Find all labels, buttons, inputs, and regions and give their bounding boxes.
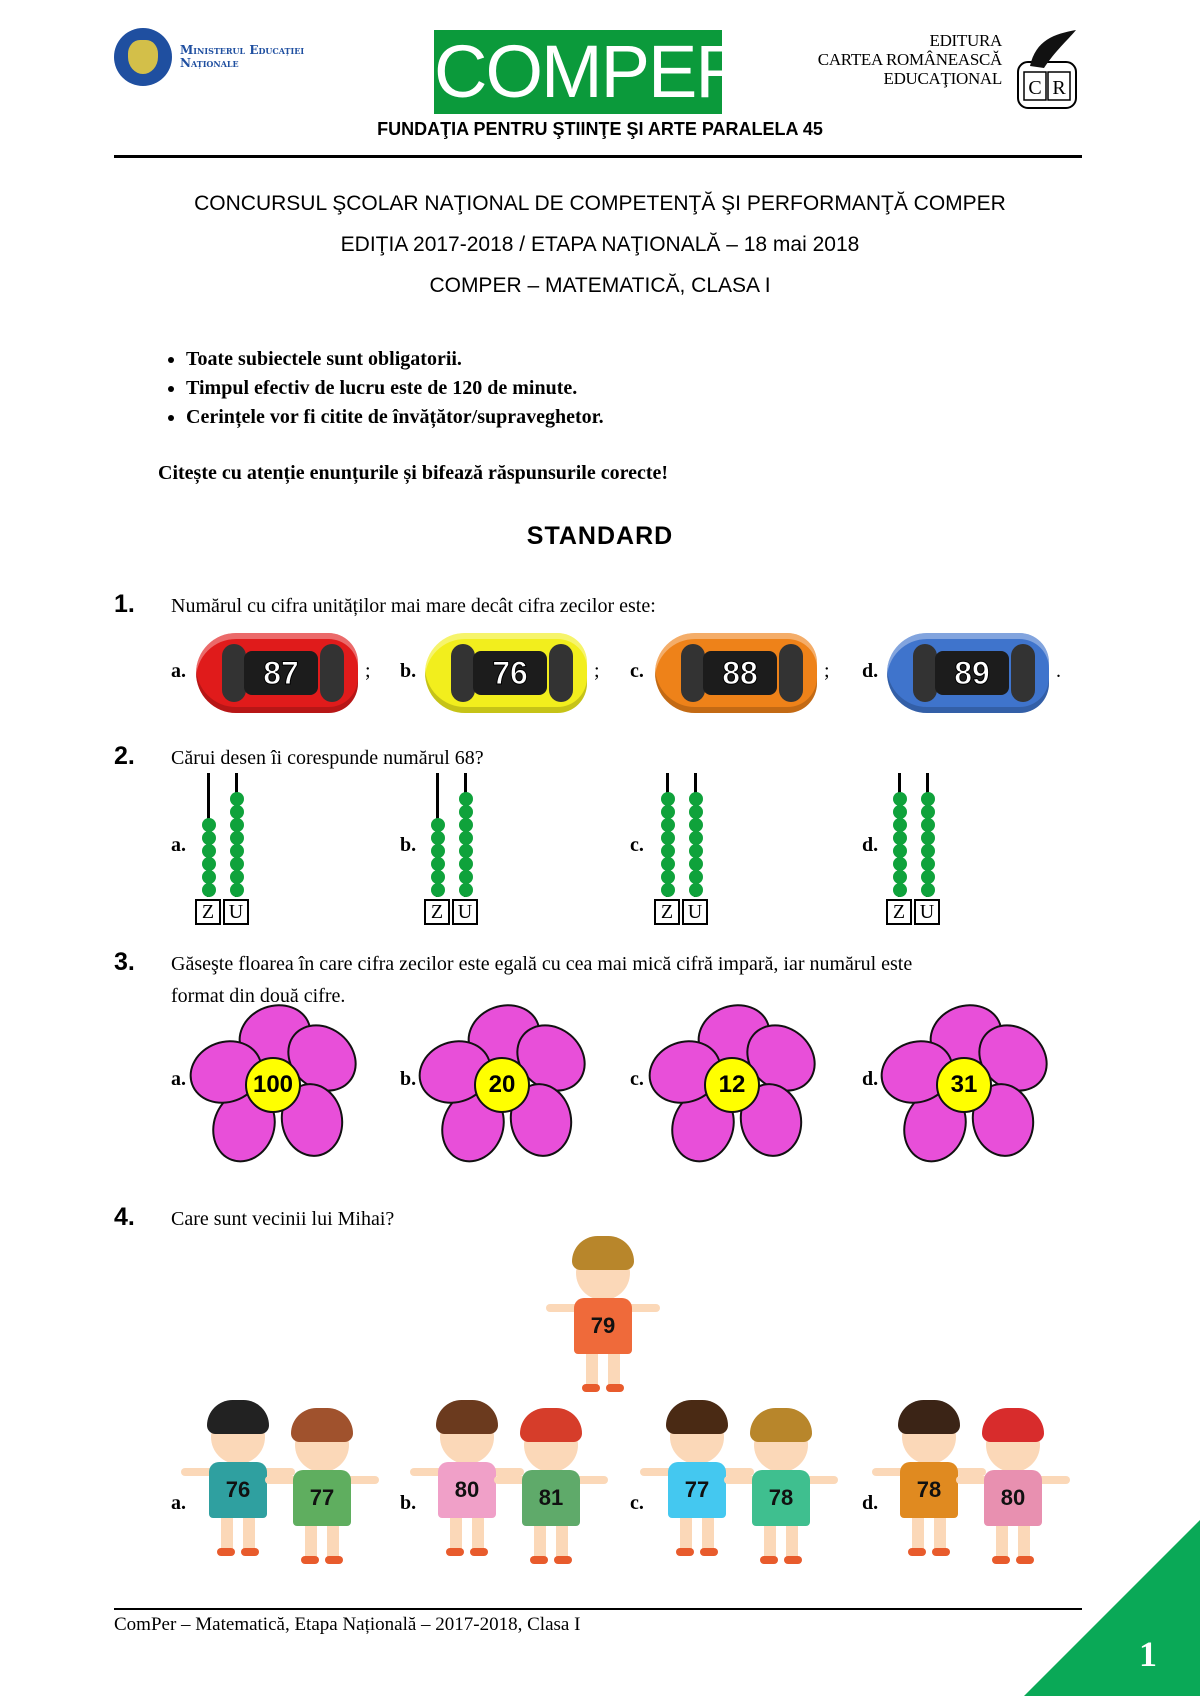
question-text-2: Cărui desen îi corespunde numărul 68? [171, 747, 484, 769]
abacus-bead [230, 857, 244, 871]
car-windshield [913, 644, 937, 702]
car-rear-window [320, 644, 344, 702]
kid-leg [534, 1524, 546, 1558]
abacus-bead [921, 857, 935, 871]
abacus-bead [921, 805, 935, 819]
abacus-bead [893, 857, 907, 871]
car-option-89[interactable] [887, 633, 1049, 713]
kid-number: 79 [574, 1298, 632, 1354]
kid-shoe [760, 1556, 778, 1564]
mihai-figure [560, 1236, 646, 1396]
option-label[interactable]: a. [171, 1492, 186, 1514]
option-label[interactable]: c. [630, 660, 644, 682]
kid-leg [702, 1516, 714, 1550]
car-rear-window [549, 644, 573, 702]
flower-number: 12 [704, 1057, 760, 1113]
publisher-logo-icon [1016, 28, 1080, 112]
coat-of-arms-icon [114, 28, 172, 86]
option-separator: . [1056, 660, 1061, 682]
question-number-4: 4. [114, 1203, 135, 1231]
kid-hair [207, 1400, 269, 1434]
abacus-bead [431, 818, 445, 832]
question-text-1: Numărul cu cifra unităților mai mare decât cifra zecilor este: [171, 595, 656, 617]
question-text-3 [171, 948, 912, 1012]
kid-hair [750, 1408, 812, 1442]
flower-option-12[interactable] [652, 1005, 812, 1165]
abacus-bead [661, 857, 675, 871]
kid-hair [666, 1400, 728, 1434]
abacus-bead [661, 792, 675, 806]
place-value-tens-box: Z [654, 899, 680, 925]
kid-leg [472, 1516, 484, 1550]
abacus-bead [459, 844, 473, 858]
car-option-87[interactable] [196, 633, 358, 713]
question-text-3-line2: format din două cifre. [171, 985, 346, 1007]
abacus-bead [431, 844, 445, 858]
ministry-name-line1: Ministerul Educației [180, 43, 305, 57]
abacus-bead [459, 857, 473, 871]
child-right [279, 1408, 365, 1568]
car-rear-window [779, 644, 803, 702]
abacus-bead [893, 805, 907, 819]
kid-leg [450, 1516, 462, 1550]
car-number: 87 [244, 651, 318, 695]
kid-leg [305, 1524, 317, 1558]
kid-leg [786, 1524, 798, 1558]
option-label[interactable]: b. [400, 1068, 417, 1090]
ministry-name-line2: Naționale [180, 56, 239, 70]
abacus-option[interactable] [884, 773, 944, 925]
abacus-bead [893, 870, 907, 884]
abacus-bead [459, 818, 473, 832]
abacus-bead [661, 818, 675, 832]
header-divider [114, 155, 1082, 158]
abacus-bead [459, 883, 473, 897]
kid-number: 81 [522, 1470, 580, 1526]
place-value-tens-box: Z [195, 899, 221, 925]
abacus-bead [230, 805, 244, 819]
flower-option-20[interactable] [422, 1005, 582, 1165]
question-number-3: 3. [114, 948, 135, 976]
kid-leg [680, 1516, 692, 1550]
edition-line: EDIŢIA 2017-2018 / ETAPA NAŢIONALĂ – 18 mai 2018 [340, 233, 860, 256]
abacus-bead [893, 844, 907, 858]
kid-number: 78 [752, 1470, 810, 1526]
abacus-bead [661, 883, 675, 897]
publisher-line3: EDUCAŢIONAL [883, 69, 1002, 88]
abacus-option[interactable] [422, 773, 482, 925]
foundation-name: FUNDAŢIA PENTRU ŞTIINŢE ŞI ARTE PARALELA 45 [377, 119, 823, 139]
kid-shoe [784, 1556, 802, 1564]
kid-number: 78 [900, 1462, 958, 1518]
abacus-bead [689, 805, 703, 819]
kid-shoe [992, 1556, 1010, 1564]
kid-leg [912, 1516, 924, 1550]
page-number: 1 [1139, 1634, 1157, 1674]
abacus-bead [689, 792, 703, 806]
option-label[interactable]: d. [862, 834, 879, 856]
rules-list [150, 345, 604, 432]
option-label[interactable]: b. [400, 834, 417, 856]
kid-leg [764, 1524, 776, 1558]
abacus-bead [893, 831, 907, 845]
car-windshield [222, 644, 246, 702]
car-windshield [681, 644, 705, 702]
place-value-units-box: U [682, 899, 708, 925]
abacus-bead [661, 805, 675, 819]
kid-leg [586, 1352, 598, 1386]
abacus-bead [689, 883, 703, 897]
kid-shoe [606, 1384, 624, 1392]
abacus-bead [202, 831, 216, 845]
abacus-bead [230, 792, 244, 806]
logo-text: COMPER [434, 30, 747, 113]
question-number-2: 2. [114, 742, 135, 770]
flower-number: 100 [245, 1057, 301, 1113]
abacus-bead [689, 831, 703, 845]
place-value-units-box: U [914, 899, 940, 925]
abacus-bead [431, 870, 445, 884]
abacus-bead [689, 818, 703, 832]
section-title: STANDARD [526, 522, 674, 550]
kid-shoe [700, 1548, 718, 1556]
svg-text:C: C [1028, 77, 1042, 99]
abacus-option[interactable] [652, 773, 712, 925]
footer-text: ComPer – Matematică, Etapa Națională – 2017-2018, Clasa I [114, 1614, 581, 1635]
kid-shoe [217, 1548, 235, 1556]
kid-leg [556, 1524, 568, 1558]
question-number-1: 1. [114, 590, 135, 618]
abacus-bead [661, 831, 675, 845]
place-value-units-box: U [452, 899, 478, 925]
abacus-bead [230, 818, 244, 832]
publisher-line1: EDITURA [929, 31, 1002, 50]
option-label[interactable]: c. [630, 1492, 644, 1514]
publisher-name [818, 31, 1002, 88]
option-label[interactable]: b. [400, 1492, 417, 1514]
kid-number: 77 [668, 1462, 726, 1518]
contest-title: CONCURSUL ŞCOLAR NAŢIONAL DE COMPETENŢĂ ŞI PERFORMANŢĂ COMPER [194, 192, 1006, 215]
question-text-4: Care sunt vecinii lui Mihai? [171, 1208, 395, 1230]
kid-leg [934, 1516, 946, 1550]
abacus-bead [893, 792, 907, 806]
kid-shoe [932, 1548, 950, 1556]
abacus-bead [202, 844, 216, 858]
abacus-bead [431, 883, 445, 897]
question-text-3-line1: Găseşte floarea în care cifra zecilor este egală cu cea mai mică cifră impară, iar numărul este [171, 953, 913, 975]
abacus-bead [661, 844, 675, 858]
comper-logo [434, 30, 747, 114]
abacus-bead [689, 870, 703, 884]
kid-shoe [446, 1548, 464, 1556]
kid-leg [327, 1524, 339, 1558]
car-option-88[interactable] [655, 633, 817, 713]
kid-shoe [301, 1556, 319, 1564]
kid-shoe [530, 1556, 548, 1564]
option-label[interactable]: a. [171, 834, 186, 856]
option-label[interactable]: c. [630, 1068, 644, 1090]
rule-item: • Toate subiectele sunt obligatorii. [186, 345, 604, 374]
rule-item: • Timpul efectiv de lucru este de 120 de minute. [186, 374, 604, 403]
abacus-bead [893, 818, 907, 832]
flower-option-100[interactable] [193, 1005, 353, 1165]
abacus-bead [921, 818, 935, 832]
abacus-bead [921, 870, 935, 884]
page-corner [1024, 1520, 1200, 1696]
ministry-logo [114, 28, 304, 86]
kid-shoe [908, 1548, 926, 1556]
kid-shoe [582, 1384, 600, 1392]
abacus-bead [893, 883, 907, 897]
flower-number: 31 [936, 1057, 992, 1113]
abacus-bead [230, 831, 244, 845]
place-value-tens-box: Z [886, 899, 912, 925]
kid-shoe [676, 1548, 694, 1556]
kid-shoe [241, 1548, 259, 1556]
abacus-bead [431, 831, 445, 845]
car-number: 76 [473, 651, 547, 695]
flower-number: 20 [474, 1057, 530, 1113]
abacus-bead [459, 805, 473, 819]
option-separator: ; [365, 660, 371, 682]
abacus-bead [230, 883, 244, 897]
kid-shoe [470, 1548, 488, 1556]
option-label[interactable]: b. [400, 660, 417, 682]
rule-item: • Cerințele vor fi citite de învățător/supraveghetor. [186, 403, 604, 432]
option-label[interactable]: c. [630, 834, 644, 856]
abacus-bead [921, 831, 935, 845]
option-label[interactable]: d. [862, 1492, 879, 1514]
car-option-76[interactable] [425, 633, 587, 713]
place-value-tens-box: Z [424, 899, 450, 925]
abacus-bead [202, 870, 216, 884]
kid-hair [898, 1400, 960, 1434]
abacus-bead [230, 844, 244, 858]
abacus-bead [921, 883, 935, 897]
child-right [508, 1408, 594, 1568]
instruction: Citește cu atenție enunțurile și bifează răspunsurile corecte! [158, 462, 669, 484]
kid-shoe [554, 1556, 572, 1564]
abacus-bead [689, 857, 703, 871]
abacus-bead [459, 870, 473, 884]
kid-leg [996, 1524, 1008, 1558]
kid-hair [291, 1408, 353, 1442]
car-windshield [451, 644, 475, 702]
child-right [738, 1408, 824, 1568]
option-label[interactable]: d. [862, 1068, 879, 1090]
kid-leg [221, 1516, 233, 1550]
kid-leg [608, 1352, 620, 1386]
abacus-bead [689, 844, 703, 858]
option-label[interactable]: a. [171, 660, 186, 682]
flower-option-31[interactable] [884, 1005, 1044, 1165]
subject-line: COMPER – MATEMATICĂ, CLASA I [429, 274, 771, 297]
abacus-bead [921, 844, 935, 858]
abacus-bead [202, 883, 216, 897]
kid-number: 80 [438, 1462, 496, 1518]
option-separator: ; [824, 660, 830, 682]
car-rear-window [1011, 644, 1035, 702]
kid-number: 80 [984, 1470, 1042, 1526]
option-separator: ; [594, 660, 600, 682]
abacus-bead [202, 857, 216, 871]
abacus-bead [202, 818, 216, 832]
abacus-bead [459, 792, 473, 806]
option-label[interactable]: d. [862, 660, 879, 682]
abacus-bead [431, 857, 445, 871]
kid-hair [982, 1408, 1044, 1442]
svg-text:R: R [1052, 77, 1066, 99]
abacus-bead [459, 831, 473, 845]
kid-hair [436, 1400, 498, 1434]
footer-divider [114, 1608, 1082, 1610]
place-value-units-box: U [223, 899, 249, 925]
abacus-option[interactable] [193, 773, 253, 925]
abacus-bead [230, 870, 244, 884]
car-number: 89 [935, 651, 1009, 695]
kid-hair [572, 1236, 634, 1270]
car-number: 88 [703, 651, 777, 695]
kid-leg [243, 1516, 255, 1550]
kid-hair [520, 1408, 582, 1442]
option-label[interactable]: a. [171, 1068, 186, 1090]
kid-number: 76 [209, 1462, 267, 1518]
abacus-bead [921, 792, 935, 806]
publisher-line2: CARTEA ROMÂNEASCĂ [817, 50, 1002, 69]
kid-number: 77 [293, 1470, 351, 1526]
kid-shoe [325, 1556, 343, 1564]
abacus-bead [661, 870, 675, 884]
